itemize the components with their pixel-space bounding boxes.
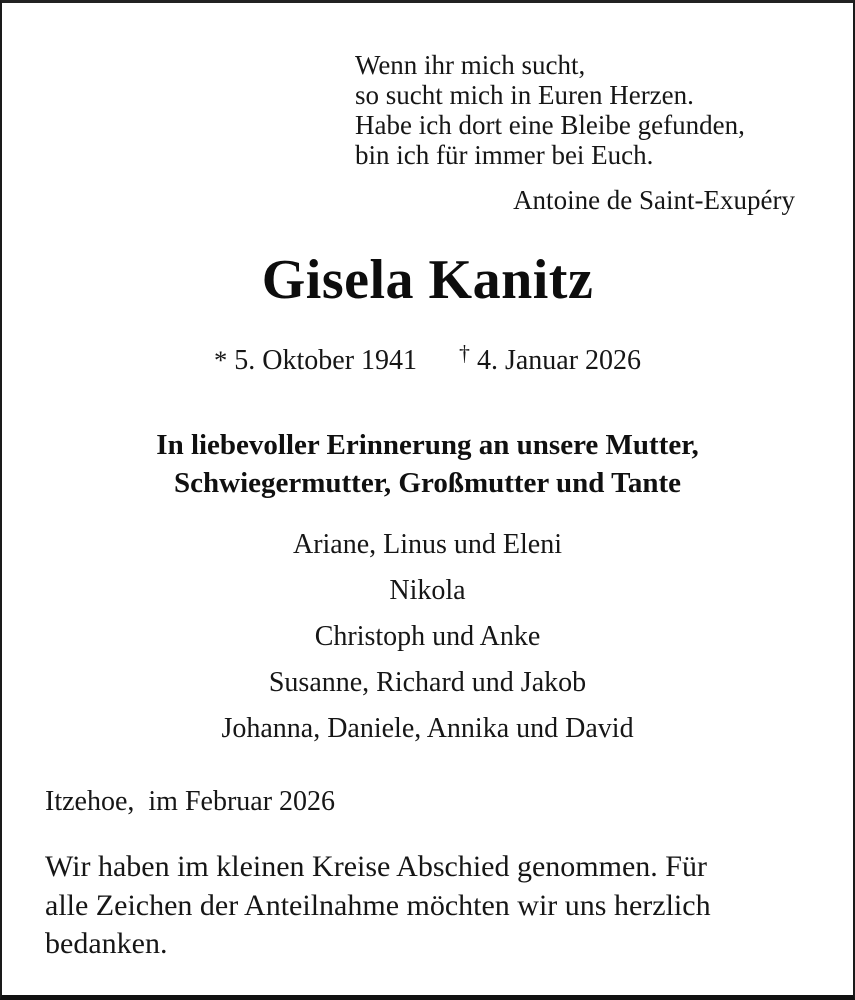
opening-quote <box>355 50 805 215</box>
memorial-heading-line: Schwiegermutter, Großmutter und Tante <box>174 467 681 499</box>
closing-line: Wir haben im kleinen Kreise Abschied genommen. Für <box>45 850 707 883</box>
place-date-line: Itzehoe, im Februar 2026 <box>45 786 336 817</box>
closing-paragraph <box>45 848 825 964</box>
death-date <box>459 342 642 377</box>
family-line: Nikola <box>389 575 466 606</box>
death-dagger-icon: † <box>459 342 470 366</box>
quote-line: bin ich für immer bei Euch. <box>355 140 654 170</box>
closing-line: alle Zeichen der Anteilnahme möchten wir uns herzlich <box>45 888 711 922</box>
family-line: Susanne, Richard und Jakob <box>268 667 587 698</box>
birth-date <box>214 345 417 376</box>
life-dates <box>0 342 855 377</box>
family-line: Christoph und Anke <box>314 621 541 652</box>
death-date-text: 4. Januar 2026 <box>476 345 642 377</box>
birth-date-text: 5. Oktober 1941 <box>234 345 418 377</box>
quote-line: Habe ich dort eine Bleibe gefunden, <box>355 110 745 140</box>
birth-star-icon: * <box>213 345 228 376</box>
quote-attribution: Antoine de Saint-Exupéry <box>513 185 795 215</box>
quote-line: so sucht mich in Euren Herzen. <box>355 80 694 110</box>
closing-line: bedanken. <box>45 927 168 960</box>
quote-line: Wenn ihr mich sucht, <box>355 50 586 80</box>
deceased-name: Gisela Kanitz <box>261 249 594 311</box>
family-line: Johanna, Daniele, Annika und David <box>221 713 634 744</box>
memorial-heading-line: In liebevoller Erinnerung an unsere Mutter, <box>156 429 699 461</box>
memorial-heading <box>0 426 855 502</box>
family-names-list <box>0 522 855 752</box>
family-line: Ariane, Linus und Eleni <box>292 529 563 560</box>
